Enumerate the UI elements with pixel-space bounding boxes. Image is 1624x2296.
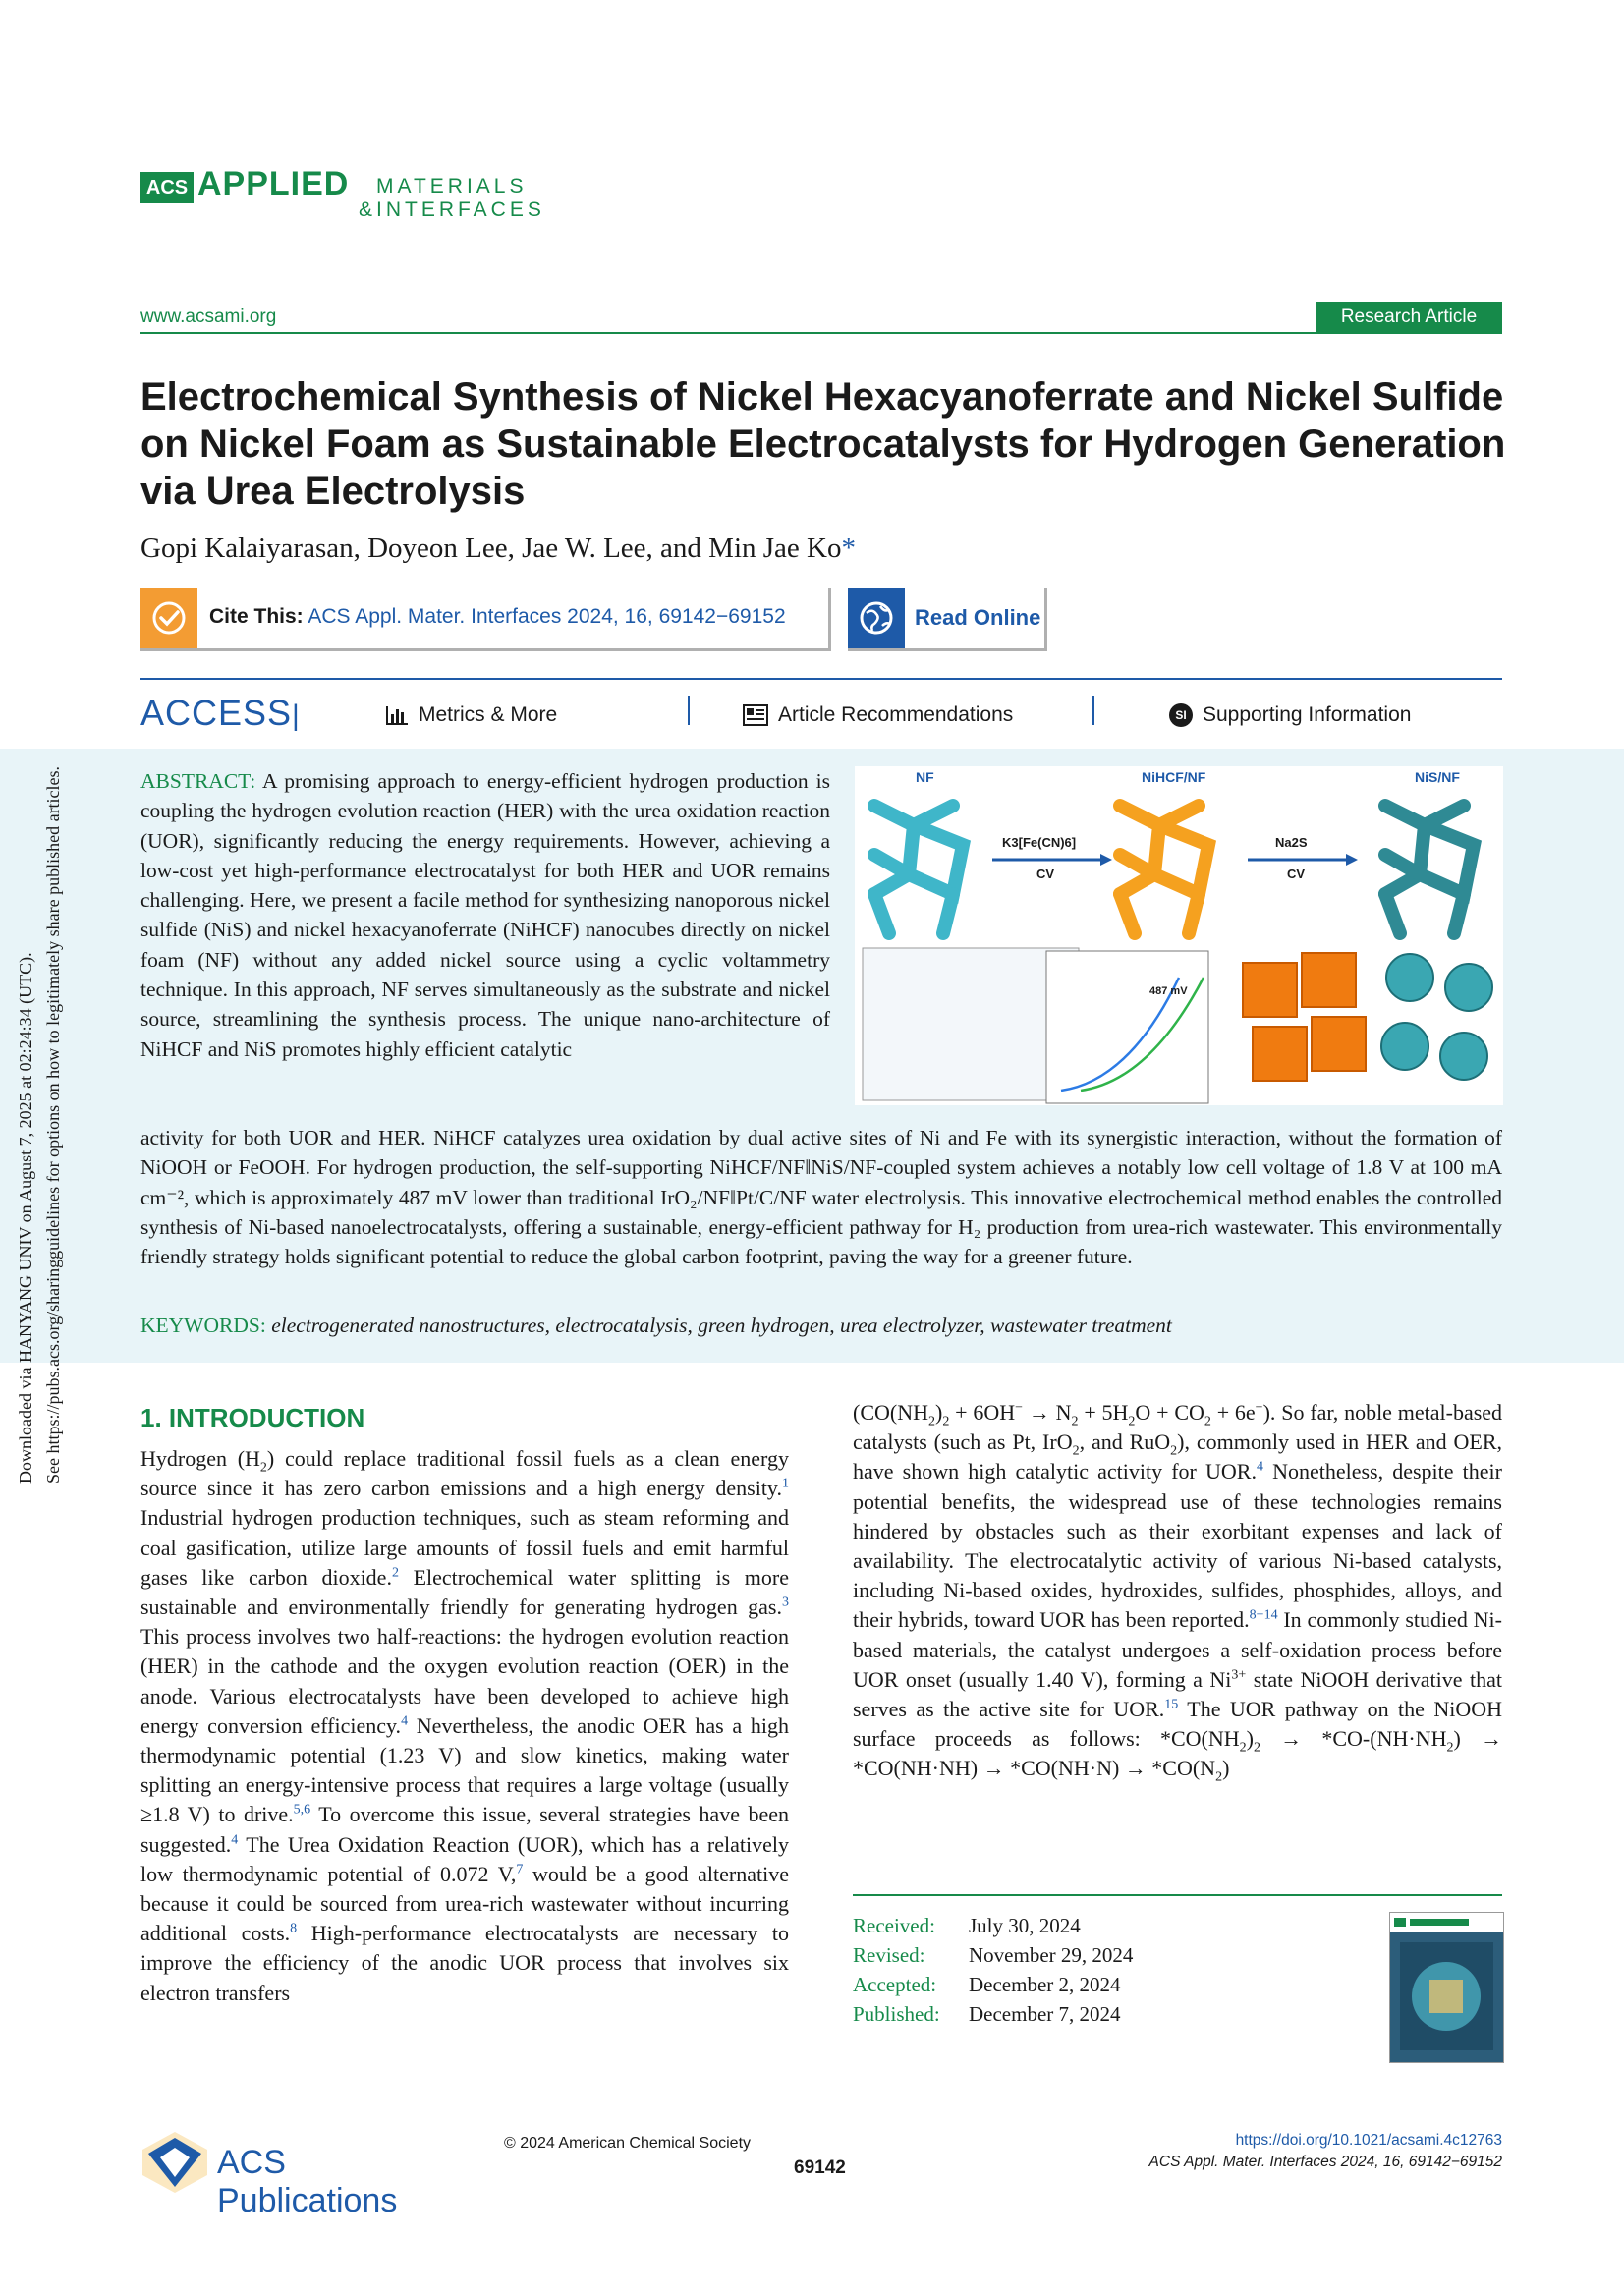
abstract-text-part2: activity for both UOR and HER. NiHCF catalyzes urea oxidation by dual active sites of Ni and Fe with its synergistic interaction, without the formation of NiOOH or FeOOH. For hydrogen production, the self-supporting NiHCF/NF‖NiS/NF-coupled system achieves a notably low cell voltage of 1.8 V at 100 mA cm⁻², which is approximately 487 mV lower than traditional IrO₂/NF‖Pt/C/NF water electrolysis. This innovative electrochemical method enables the controlled synthesis of Ni-based nanoelectrocatalysts, offering a sustainable, energy-efficient pathway for H₂ production from urea-rich wastewater. This environmentally friendly strategy holds significant potential to reduce the global carbon footprint, paving the way for a greener future. (140, 1126, 1502, 1269)
copyright: © 2024 American Chemical Society (504, 2135, 752, 2152)
keywords-text: electrogenerated nanostructures, electrocatalysis, green hydrogen, urea electrolyzer, wastewater treatment (271, 1314, 1172, 1337)
access-divider (688, 696, 690, 725)
nihcf-nanocubes (1243, 953, 1366, 1081)
intro-right-column: $(CO(NH_2)_2 + 6OH^- \to N_2 + 5H_2O + CO_2 + 6e^-)$. So far, noble metal-based catalysts (such as Pt, IrO$_2$, and RuO$_2$), commonly used in HER and OER, have shown high catalytic activity for UOR.$^4$ Nonetheless, despite their potential benefits, the widespread use of these technologies remains hindered by obstacles such as their exorbitant expenses and lack of availability. The electrocatalytic activity of various Ni-based catalysts, including Ni-based oxides, hydroxides, sulfides, phosphides, alloys, and their hybrids, toward UOR has been reported.$^{8-14}$ In commonly studied Ni-based materials, the catalyst undergoes a self-oxidation process before UOR onset (usually 1.40 V), forming a $Ni^{3+}$ state NiOOH derivative that serves as the active site for UOR.$^{15}$ The UOR pathway on the NiOOH surface proceeds as follows: $*CO(NH_2)_2 \to *CO-(NH\cdot NH_2) \to *CO(NH\cdot NH) \to *CO(NH\cdot N) \to *CO(N_2)$ (853, 1400, 1503, 1785)
revised-row: Revised: November 29, 2024 (853, 1943, 1134, 1967)
read-online-button[interactable] (848, 588, 1047, 651)
cite-this-box[interactable] (140, 588, 831, 651)
supporting-information-link[interactable] (1169, 703, 1411, 727)
fig-label-nihcf: NiHCF/NF (1142, 769, 1206, 785)
metrics-more-link[interactable] (385, 703, 557, 727)
doi-link[interactable]: https://doi.org/10.1021/acsami.4c12763 (1235, 2132, 1502, 2149)
fig-label-nf: NF (916, 769, 934, 785)
polarization-plot (1046, 951, 1208, 1103)
footer-reference: ACS Appl. Mater. Interfaces 2024, 16, 69142−69152 (1148, 2154, 1502, 2170)
toc-graphic (855, 766, 1503, 1105)
section-heading: 1. INTRODUCTION (140, 1403, 365, 1432)
cite-check-icon (140, 588, 197, 648)
accepted-row: Accepted: December 2, 2024 (853, 1973, 1121, 1996)
cite-label: Cite This: (209, 605, 304, 628)
read-online-label: Read Online (915, 605, 1041, 630)
nihcf-foam-illustration (1120, 806, 1208, 933)
site-url-link[interactable]: www.acsami.org (140, 307, 277, 327)
fig-cv1: CV (1036, 867, 1055, 881)
journal-name-interfaces: &INTERFACES (359, 198, 545, 221)
keywords (140, 1314, 1502, 1338)
access-text: ACCESS (140, 693, 293, 733)
journal-name-applied: APPLIED (197, 165, 350, 202)
download-side-note (0, 717, 69, 1503)
fig-cv2: CV (1287, 867, 1306, 881)
abstract-text-part1 (140, 766, 830, 1064)
access-rule (140, 678, 1502, 680)
publisher-name: ACS Publications (217, 2144, 398, 2219)
si-icon: SI (1169, 703, 1193, 727)
access-divider (1092, 696, 1094, 725)
authors-text: Gopi Kalaiyarasan, Doyeon Lee, Jae W. Lee, and Min Jae Ko (140, 532, 842, 564)
author-list (140, 532, 856, 565)
abstract-body-1: A promising approach to energy-efficient hydrogen production is coupling the hydrogen evolution reaction (HER) with the urea oxidation reaction (UOR), significantly reducing the energy requirements. However, achieving a low-cost yet high-performance electrocatalyst for both HER and UOR remains challenging. Here, we present a facile method for synthesizing nanoporous nickel sulfide (NiS) and nickel hexacyanoferrate (NiHCF) nanocubes directly on nickel foam (NF) without any added nickel source using a cyclic voltammetry technique. In this approach, NF serves simultaneously as the substrate and nickel source, streamlining the synthesis process. The unique nano-architecture of NiHCF and NiS promotes highly efficient catalytic (140, 769, 830, 1061)
published-row: Published: December 7, 2024 (853, 2002, 1121, 2026)
page-number: 69142 (794, 2157, 846, 2178)
keywords-label: KEYWORDS: (140, 1314, 266, 1337)
arrow-1-head (1100, 854, 1112, 866)
publication-dates (853, 1911, 1133, 2029)
nis-foam-illustration (1385, 806, 1474, 933)
arrow-2-head (1346, 854, 1358, 866)
article-title: Electrochemical Synthesis of Nickel Hexacyanoferrate and Nickel Sulfide on Nickel Foam as Sustainable Electrocatalysts for Hydrogen Generation via Urea Electrolysis (140, 375, 1506, 513)
acs-publications-logo[interactable] (140, 2130, 465, 2219)
article-type-badge: Research Article (1316, 302, 1502, 333)
fig-reagent1: K3[Fe(CN)6] (1002, 835, 1077, 850)
recommendations-label: Article Recommendations (778, 703, 1014, 726)
access-label (140, 693, 301, 734)
fig-reagent2: Na2S (1275, 835, 1308, 850)
acs-logo-box: ACS (140, 172, 194, 203)
corresponding-author-mark[interactable]: * (841, 532, 856, 564)
globe-icon (848, 588, 905, 648)
cite-reference[interactable]: ACS Appl. Mater. Interfaces 2024, 16, 69142−69152 (308, 605, 786, 628)
cite-text (209, 605, 786, 629)
journal-logo (140, 167, 553, 226)
header-rule (140, 332, 1502, 334)
fig-mv-label: 487 mV (1149, 985, 1188, 997)
article-recommendations-link[interactable] (743, 703, 1013, 727)
access-bar-mark: | (292, 700, 301, 732)
side-note-line2: See https://pubs.acs.org/sharingguidelines for options on how to legitimately share published articles. (43, 765, 63, 1484)
nf-foam-illustration (874, 806, 963, 933)
nis-nanospheres (1381, 954, 1492, 1080)
fig-label-nis: NiS/NF (1415, 769, 1460, 785)
article-icon (743, 704, 768, 726)
received-row: Received: July 30, 2024 (853, 1914, 1081, 1937)
abstract-label: ABSTRACT: (140, 769, 256, 793)
side-note-line1: Downloaded via HANYANG UNIV on August 7, 2025 at 02:24:34 (UTC). (16, 952, 35, 1484)
journal-cover-thumbnail[interactable] (1389, 1912, 1504, 2063)
intro-left-column: Hydrogen $(H_2)$ could replace traditional fossil fuels as a clean energy source since it has zero carbon emissions and a high energy density.$^1$ Industrial hydrogen production techniques, such as steam reforming and coal gasification, utilize large amounts of fossil fuels and emit harmful gases like carbon dioxide.$^2$ Electrochemical water splitting is more sustainable and environmentally friendly for generating hydrogen gas.$^3$ This process involves two half-reactions: the hydrogen evolution reaction (HER) in the cathode and the oxygen evolution reaction (OER) in the anode. Various electrocatalysts have been developed to achieve high energy conversion efficiency.$^4$ Nevertheless, the anodic OER has a high thermodynamic potential (1.23 V) and slow kinetics, making water splitting an energy-intensive process that requires a large voltage (usually ≥1.8 V) to drive.$^{5,6}$ To overcome this issue, several strategies have been suggested.$^4$ The Urea Oxidation Reaction (UOR), which has a relatively low thermodynamic potential of 0.072 V,$^7$ would be a good alternative because it could be sourced from urea-rich wastewater without incurring additional costs.$^8$ High-performance electrocatalysts are necessary to improve the efficiency of the anodic UOR process that involves six electron transfers (140, 1446, 789, 2005)
metrics-label: Metrics & More (419, 703, 558, 726)
bar-chart-icon (385, 704, 409, 726)
supporting-label: Supporting Information (1203, 703, 1412, 726)
journal-name-materials: MATERIALS (376, 175, 528, 197)
acs-emblem-icon (140, 2130, 209, 2195)
dates-rule (853, 1894, 1502, 1896)
